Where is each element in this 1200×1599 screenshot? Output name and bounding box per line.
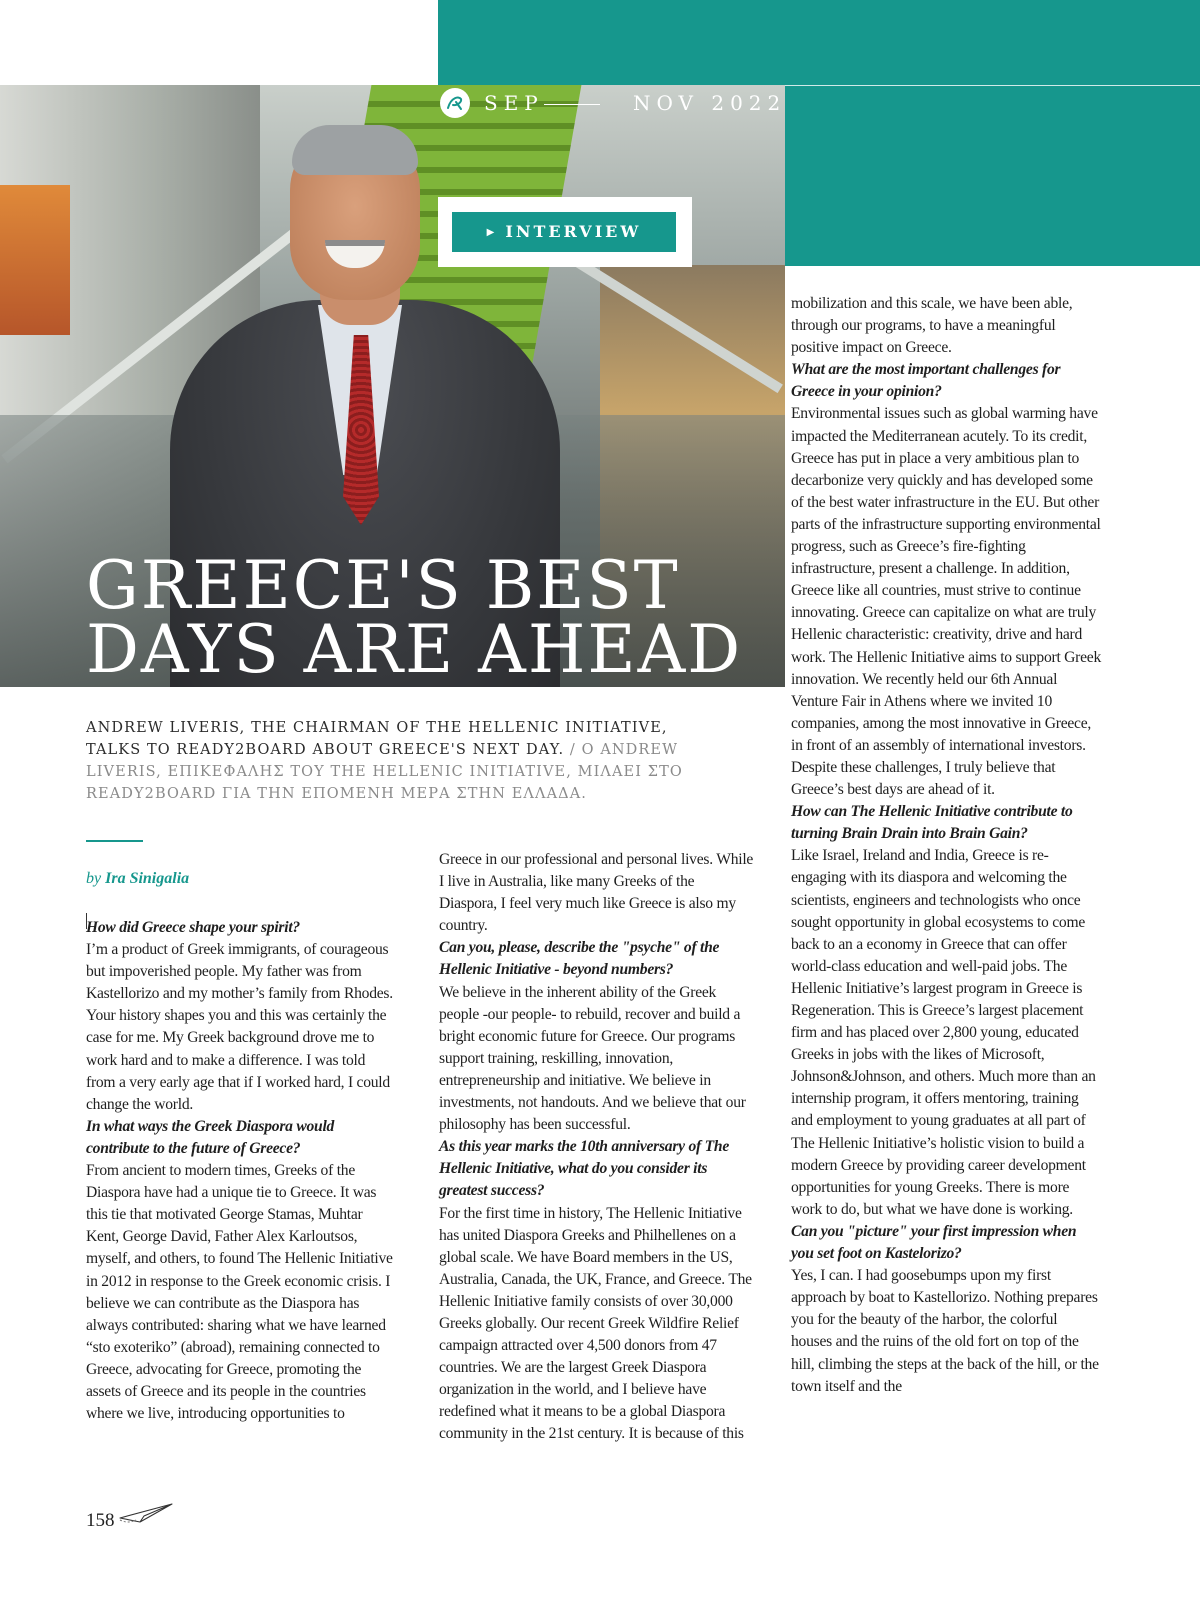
standfirst-english: ANDREW LIVERIS, THE CHAIRMAN OF THE HELLENIC INITIATIVE, TALKS TO READY2BOARD ABOUT GREECE'S NEXT DAY.	[86, 720, 668, 758]
interview-answer: Yes, I can. I had goosebumps upon my first approach by boat to Kastellorizo. Nothing prepares you for the beauty of the harbor, the colorful houses and the ruins of the old fort on top of the hill, climbing the steps at the back of the hill, or the town itself and the	[791, 1267, 1099, 1395]
interview-answer: Greece in our professional and personal lives. While I live in Australia, like many Greeks of the Diaspora, I feel very much like Greece is also my country.	[439, 851, 754, 935]
interview-question: How did Greece shape your spirit?	[86, 919, 300, 936]
standfirst	[86, 717, 686, 805]
byline-author: Ira Sinigalia	[105, 870, 190, 887]
article-column-1	[86, 917, 396, 1425]
interview-answer: For the first time in history, The Hellenic Initiative has united Diaspora Greeks and Philhellenes on a global scale. We have Board members in the US, Australia, Canada, the UK, France, and Greece. The Hellenic Initiative family consists of over 30,000 Greeks globally. Our recent Greek Wildfire Relief campaign attracted over 4,500 donors from 47 countries. We are the largest Greek Diaspora organization in the world, and I believe have redefined what it means to be a global Diaspora community in the 21st century. It is because of this	[439, 1204, 752, 1443]
interview-question: How can The Hellenic Initiative contribute to turning Brain Drain into Brain Gain?	[791, 803, 1073, 843]
interview-question: In what ways the Greek Diaspora would contribute to the future of Greece?	[86, 1117, 335, 1157]
article-column-2	[439, 849, 754, 1446]
article-column-3	[791, 293, 1101, 1398]
triangle-right-icon: ▶	[486, 227, 498, 238]
interview-answer: I’m a product of Greek immigrants, of courageous but impoverished people. My father was from Kastellorizo and my mother’s family from Rhodes. Your history shapes you and this was certainly the case for me. My Greek background drove me to work hard and to make a difference. I was told from a very early age that if I worked hard, I could change the world.	[86, 941, 393, 1113]
section-tab	[438, 197, 692, 267]
paper-plane-icon	[118, 1502, 176, 1531]
issue-end: NOV 2022	[633, 91, 787, 115]
interview-answer: Environmental issues such as global warming have impacted the Mediterranean acutely. To its credit, Greece has put in place a very ambitious plan to decarbonize very quickly and has developed some of the best water infrastructure in the EU. But other parts of the infrastructure supporting environmental progress, such as Greece’s fire-fighting infrastructure, present a challenge. In addition, Greece like all countries, must strive to continue innovating. Greece can capitalize on what are truly Hellenic characteristic: creativity, drive and hard work. The Hellenic Initiative aims to support Greek innovation. We recently held our 6th Annual Venture Fair in Athens where we invited 10 companies, among the most innovative in Greece, in front of an assembly of international investors. Despite these challenges, I truly believe that Greece’s best days are ahead of it.	[791, 405, 1102, 799]
interview-answer: Like Israel, Ireland and India, Greece is re-engaging with its diaspora and welcoming the scientists, engineers and technologists who once sought opportunity in global ecosystems to come back to an a economy in Greece that can offer world-class education and well-paid jobs. The Hellenic Initiative’s largest program in Greece is Regeneration. This is Greece’s largest placement firm and has placed over 2,800 young, educated Greeks in jobs with the likes of Microsoft, Johnson&Johnson, and others. Much more than an internship program, it offers mentoring, training and employment to young graduates at all part of The Hellenic Initiative’s holistic vision to build a modern Greece by providing career development opportunities for young Greeks. There is more work to do, but what we have done is working.	[791, 847, 1096, 1218]
page-number: 158	[86, 1510, 115, 1531]
interview-question: What are the most important challenges for Greece in your opinion?	[791, 361, 1061, 401]
standfirst-separator: /	[564, 742, 582, 758]
interview-answer: We believe in the inherent ability of the Greek people -our people- to rebuild, recover and build a bright economic future for Greece. Our programs support training, reskilling, innovation, entrepreneurship and initiative. We believe in investments, not handouts. And we believe that our philosophy has been successful.	[439, 983, 746, 1134]
byline	[86, 870, 189, 888]
interview-answer: From ancient to modern times, Greeks of the Diaspora have had a unique tie to Greece. It was this tie that motivated George Stamas, Muhtar Kent, George David, Father Alex Karloutsos, myself, and others, to found The Hellenic Initiative in 2012 in response to the Greek economic crisis. I believe we can contribute as the Diaspora has always contributed: sharing what we have learned “sto exoteriko” (abroad), remaining connected to Greece, advocating for Greece, promoting the assets of Greece and its people in the countries where we live, introducing opportunities to	[86, 1162, 393, 1423]
article-headline	[86, 547, 743, 688]
interview-question: Can you, please, describe the "psyche" of the Hellenic Initiative - beyond numbers?	[439, 939, 720, 979]
byline-prefix: by	[86, 870, 102, 887]
issue-start: SEP	[484, 91, 544, 115]
section-label: INTERVIEW	[505, 222, 642, 241]
accent-rule	[86, 840, 143, 842]
headline-line-2: DAYS ARE AHEAD	[86, 611, 743, 688]
interview-question: As this year marks the 10th anniversary of The Hellenic Initiative, what do you consider its greatest success?	[439, 1138, 730, 1200]
interview-answer: mobilization and this scale, we have been able, through our programs, to have a meaningful positive impact on Greece.	[791, 295, 1073, 357]
interview-question: Can you "picture" your first impression when you set foot on Kastelorizo?	[791, 1222, 1077, 1263]
issue-dash	[544, 104, 600, 105]
headline-line-1: GREECE'S BEST	[86, 547, 680, 624]
standfirst-greek: Ο ANDREW LIVERIS, ΕΠΙΚΕΦΑΛΗΣ ΤΟΥ THE HELLENIC INITIATIVE, ΜΙΛΑΕΙ ΣΤΟ READY2BOARD ΓΙΑ ΤΗΝ ΕΠΟΜΕΝΗ ΜΕΡΑ ΣΤΗΝ ΕΛΛΑΔΑ.	[86, 742, 683, 802]
magazine-logo-icon	[440, 88, 470, 118]
